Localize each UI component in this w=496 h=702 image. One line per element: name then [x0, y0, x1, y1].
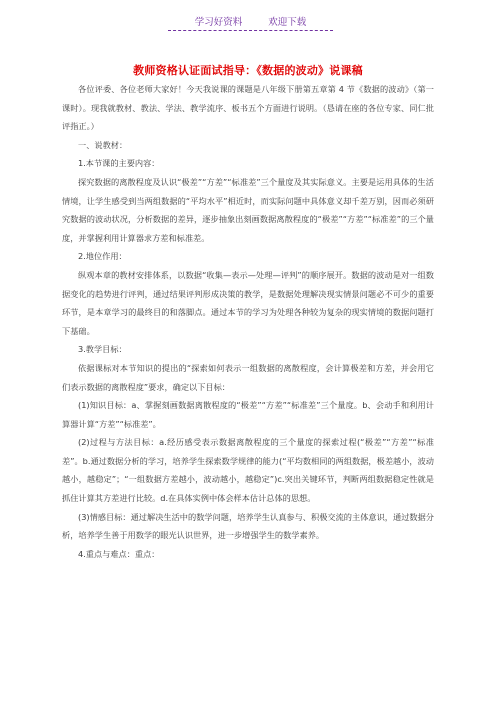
document-body	[62, 80, 434, 563]
subheading: 1.本节课的主要内容：	[78, 158, 160, 169]
paragraph: (2)过程与方法目标：a.经历感受表示数据离散程度的三个量度的探索过程(“极差”“方差”“标准差”。b.通过数据分析的学习，培养学生探索数学规律的能力(“平均数相同的两组数据，极差越小，波动越小，越稳定”；“一组数据方差越小，波动越小，越稳定”)c.突出关键环节，判断两组数据稳定性就是抓住计算其方差进行比较。d.在具体实例中体会样本估计总体的思想。	[62, 437, 434, 504]
paragraph: 纵观本章的教材安排体系，以数据“收集—表示—处理—评判”的顺序展开。数据的波动是对一组数据变化的趋势进行评判，通过结果评判形成决策的教学，是数据处理解决现实情景问题必不可少的重要环节，是本章学习的最终目的和落脚点。通过本节的学习为处理各种较为复杂的现实情境的数据问题打下基础。	[62, 269, 434, 336]
subheading: 2.地位作用：	[78, 251, 127, 262]
header-link-study[interactable]: 学习好资料	[194, 17, 243, 28]
header-link-download[interactable]: 欢迎下载	[268, 17, 307, 28]
document-title: 教师资格认证面试指导：《数据的波动》说课稿	[133, 64, 363, 77]
page-header	[168, 14, 333, 31]
subheading: 4.重点与难点：重点：	[78, 548, 160, 559]
subheading: 3.教学目标：	[78, 344, 127, 355]
paragraph: (3)情感目标：通过解决生活中的数学问题，培养学生认真参与、积极交流的主体意识，通过数据分析，培养学生善于用数学的眼光认识世界，进一步增强学生的数学素养。	[62, 511, 434, 541]
paragraph: 探究数据的离散程度及认识“极差”“方差”“标准差”三个量度及其实际意义。主要是运用具体的生活情境，让学生感受到当两组数据的“平均水平”相近时，而实际问题中具体意义却千差万别，因而必须研究数据的波动状况，分析数据的差异，逐步抽象出刻画数据离散程度的“极差”“方差”“标准差”的三个量度，并掌握利用计算器求方差和标准差。	[62, 176, 434, 243]
paragraph: (1)知识目标：a、掌握刻画数据离散程度的“极差”“方差”“标准差”三个量度。b、会动手和利用计算器计算“方差”“标准差”。	[62, 400, 434, 429]
paragraph: 依据课标对本节知识的提出的“探索如何表示一组数据的离散程度，会计算极差和方差，并会用它们表示数据的离散程度”要求，确定以下目标：	[62, 362, 434, 392]
paragraph-intro: 各位评委、各位老师大家好！今天我说课的课题是八年级下册第五章第 4 节《数据的波动》（第一课时）。现我就教材、教法、学法、教学流序、板书五个方面进行说明。（恳请在座的各位专家、同仁批评指正。）	[62, 84, 434, 132]
section-heading: 一、说教材：	[78, 139, 128, 150]
